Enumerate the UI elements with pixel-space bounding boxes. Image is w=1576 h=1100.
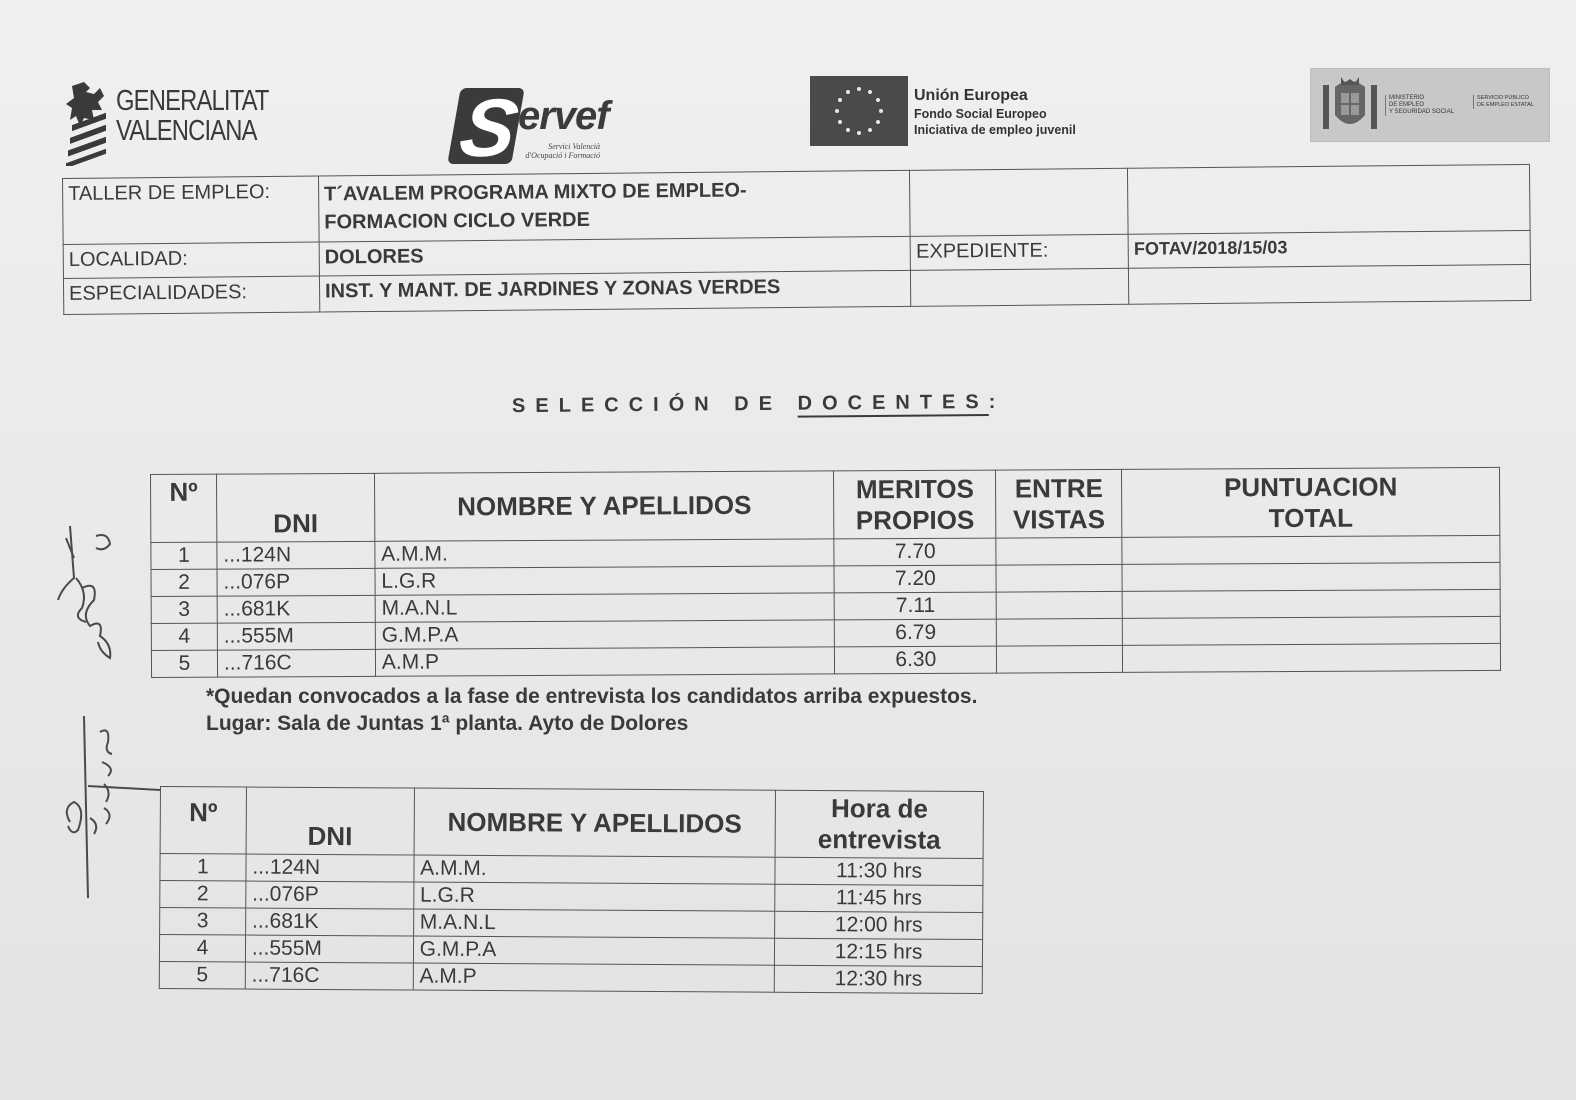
cell-dni: ...124N: [217, 541, 375, 569]
generalitat-emblem-icon: [64, 80, 112, 166]
col-header-n: Nº: [160, 787, 246, 855]
especialidades-label: ESPECIALIDADES:: [63, 276, 319, 314]
cell-meritos: 6.79: [835, 619, 997, 647]
cell-n: 3: [151, 596, 217, 623]
cell-hora: 11:45 hrs: [775, 884, 983, 912]
localidad-value: DOLORES: [319, 236, 911, 276]
interview-schedule-table: [159, 786, 984, 994]
expediente-value: FOTAV/2018/15/03: [1128, 230, 1530, 268]
cell-entrevistas: [997, 618, 1123, 646]
cell-meritos: 7.20: [834, 565, 996, 593]
location-note: Lugar: Sala de Juntas 1ª planta. Ayto de Dolores: [206, 712, 689, 735]
eu-fund-line: Fondo Social Europeo: [914, 107, 1047, 121]
ministerio-empleo-logo: [1310, 68, 1550, 142]
section-heading: SELECCIÓN DE DOCENTES:: [511, 390, 1006, 418]
cell-n: 2: [151, 569, 217, 596]
cell-nombre: G.M.P.A: [375, 620, 835, 649]
col-header-n: Nº: [151, 474, 217, 542]
col-header-puntuacion: PUNTUACION TOTAL: [1122, 467, 1500, 537]
spain-coat-of-arms-icon: [1319, 73, 1381, 137]
cell-hora: 12:00 hrs: [775, 911, 983, 939]
cell-meritos: 7.70: [834, 538, 996, 566]
taller-value: T´AVALEM PROGRAMA MIXTO DE EMPLEO- FORMACION CICLO VERDE: [318, 170, 910, 242]
table-header-row: [151, 467, 1500, 542]
candidate-selection-table: [150, 467, 1501, 678]
cell-total: [1123, 643, 1501, 672]
cell-n: 5: [151, 650, 217, 677]
cell-dni: ...716C: [217, 649, 375, 677]
cell-n: 3: [160, 908, 246, 936]
col-header-hora: Hora de entrevista: [775, 790, 983, 858]
cell-nombre: M.A.N.L: [413, 909, 775, 938]
cell-total: [1122, 535, 1500, 564]
cell-dni: ...076P: [217, 568, 375, 596]
cell-nombre: L.G.R: [375, 566, 835, 595]
servef-logo: [453, 83, 624, 174]
cell-nombre: A.M.M.: [414, 855, 776, 884]
cell-n: 1: [160, 854, 246, 882]
empty-cell: [1129, 264, 1531, 304]
cell-n: 1: [151, 542, 217, 569]
cell-dni: ...681K: [217, 595, 375, 623]
eu-caption: [914, 86, 1076, 138]
convocation-notes: [206, 683, 977, 737]
cell-nombre: L.G.R: [413, 882, 775, 911]
empty-cell: [911, 268, 1129, 306]
especialidades-value: INST. Y MANT. DE JARDINES Y ZONAS VERDES: [319, 270, 911, 312]
col-header-nombre: NOMBRE Y APELLIDOS: [374, 471, 834, 541]
cell-dni: ...681K: [245, 908, 413, 936]
generalitat-valenciana-logo: [64, 80, 274, 166]
localidad-label: LOCALIDAD:: [63, 242, 319, 278]
cell-dni: ...716C: [245, 962, 413, 990]
cell-hora: 11:30 hrs: [775, 857, 983, 885]
servef-wordmark: ervef: [518, 94, 609, 138]
table-row: [151, 643, 1500, 677]
cell-entrevistas: [997, 645, 1123, 673]
empty-cell: [910, 168, 1129, 236]
cell-dni: ...555M: [245, 935, 413, 963]
sepe-name: SERVICIO PÚBLICO DE EMPLEO ESTATAL: [1473, 95, 1534, 109]
cell-hora: 12:30 hrs: [774, 965, 982, 993]
col-header-nombre: NOMBRE Y APELLIDOS: [414, 788, 776, 857]
cell-dni: ...124N: [246, 854, 414, 882]
cell-dni: ...555M: [217, 622, 375, 650]
cell-meritos: 6.30: [835, 646, 997, 674]
cell-n: 4: [159, 935, 245, 963]
cell-n: 4: [151, 623, 217, 650]
eu-initiative-line: Iniciativa de empleo juvenil: [914, 123, 1076, 137]
cell-nombre: A.M.P: [375, 647, 835, 676]
empty-cell: [1128, 164, 1530, 234]
cell-entrevistas: [996, 591, 1122, 619]
cell-nombre: A.M.M.: [375, 539, 835, 568]
cell-hora: 12:15 hrs: [775, 938, 983, 966]
cell-total: [1122, 589, 1500, 618]
cell-dni: ...076P: [246, 881, 414, 909]
generalitat-wordmark: GENERALITAT VALENCIANA: [116, 85, 269, 147]
cell-nombre: M.A.N.L: [375, 593, 835, 622]
cell-total: [1122, 562, 1500, 591]
servef-s-mark: S: [447, 88, 524, 164]
handwritten-signature-top: [52, 518, 122, 668]
convocation-note: *Quedan convocados a la fase de entrevista los candidatos arriba expuestos.: [206, 685, 978, 708]
col-header-meritos: MERITOS PROPIOS: [834, 470, 996, 539]
european-union-logo: [810, 76, 1100, 148]
cell-entrevistas: [996, 564, 1122, 592]
table-header-row: [160, 787, 983, 859]
ministerio-name: MINISTERIO DE EMPLEO Y SEGURIDAD SOCIAL: [1385, 95, 1454, 116]
taller-label: TALLER DE EMPLEO:: [63, 176, 320, 244]
col-header-dni: DNI: [246, 787, 414, 855]
program-info-table: [62, 164, 1531, 315]
servef-tagline: Servici Valencià d'Ocupació i Formació: [525, 142, 600, 160]
col-header-dni: DNI: [216, 473, 374, 542]
cell-nombre: A.M.P: [413, 963, 775, 992]
handwritten-signature-bottom: [60, 712, 170, 898]
cell-n: 2: [160, 881, 246, 909]
col-header-entrevistas: ENTRE VISTAS: [996, 469, 1122, 538]
table-row: [159, 961, 982, 993]
expediente-label: EXPEDIENTE:: [910, 234, 1128, 270]
eu-flag-icon: [810, 76, 908, 146]
cell-nombre: G.M.P.A: [413, 936, 775, 965]
cell-n: 5: [159, 961, 245, 989]
cell-meritos: 7.11: [834, 592, 996, 620]
eu-title: Unión Europea: [914, 87, 1028, 104]
cell-entrevistas: [996, 537, 1122, 565]
cell-total: [1123, 616, 1501, 645]
